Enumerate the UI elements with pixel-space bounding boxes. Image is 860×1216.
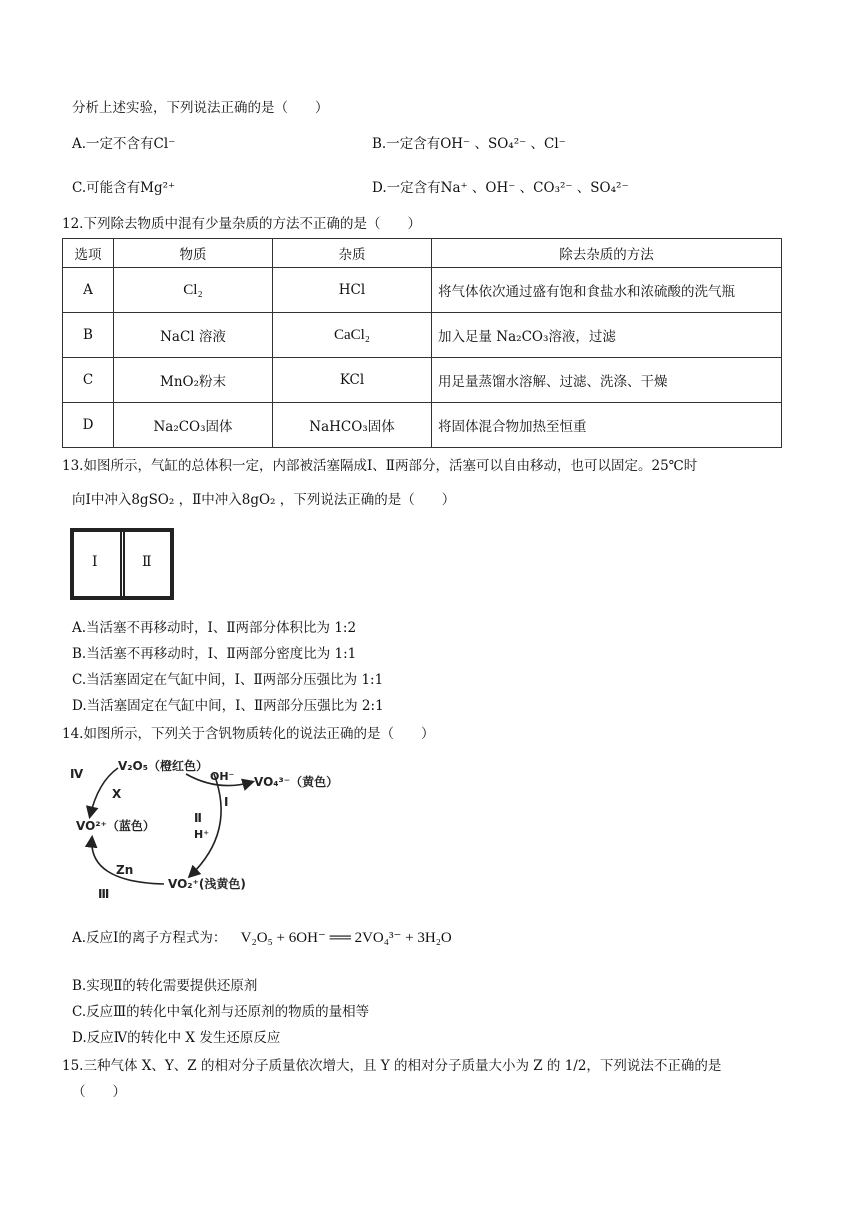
q14-option-a	[72, 928, 452, 948]
q14-stem: 14.如图所示，下列关于含钒物质转化的说法正确的是（ ）	[62, 726, 435, 742]
reaction-1-label: Ⅰ	[224, 795, 229, 809]
q13-option-c: C.当活塞固定在气缸中间，Ⅰ、Ⅱ两部分压强比为 1:1	[72, 672, 384, 688]
cell-option: A	[63, 268, 114, 313]
reagent-zn: Zn	[116, 863, 134, 877]
vo2plus-label: VO²⁺（蓝色）	[76, 819, 155, 833]
chamber-2-label: Ⅱ	[142, 554, 152, 570]
header-cell: 物质	[114, 239, 273, 268]
reagent-oh: OH⁻	[210, 770, 235, 783]
cell-option: C	[63, 358, 114, 403]
table-row	[63, 403, 782, 448]
cell-substance: Cl₂	[114, 268, 273, 313]
reagent-h: H⁺	[194, 828, 210, 841]
q13-option-b: B.当活塞不再移动时，Ⅰ、Ⅱ两部分密度比为 1:1	[72, 646, 357, 662]
q14-option-b: B.实现Ⅱ的转化需要提供还原剂	[72, 978, 258, 994]
header-cell: 杂质	[273, 239, 432, 268]
reaction-2-label: Ⅱ	[194, 811, 202, 825]
table-header-row	[63, 239, 782, 268]
arrow-3	[92, 838, 164, 884]
cell-impurity: CaCl₂	[273, 313, 432, 358]
q14-option-c: C.反应Ⅲ的转化中氧化剂与还原剂的物质的量相等	[72, 1004, 370, 1020]
q15-stem-line1: 15.三种气体 X、Y、Z 的相对分子质量依次增大，且 Y 的相对分子质量大小为 Z 的 1/2，下列说法不正确的是	[62, 1058, 722, 1074]
cell-impurity: KCl	[273, 358, 432, 403]
q11-stem: 分析上述实验，下列说法正确的是（ ）	[72, 100, 329, 116]
q11-option-b: B.一定含有OH⁻ 、SO₄²⁻ 、Cl⁻	[372, 136, 566, 152]
cell-method: 用足量蒸馏水溶解、过滤、洗涤、干燥	[432, 358, 782, 403]
cell-impurity: HCl	[273, 268, 432, 313]
q11-option-c: C.可能含有Mg²⁺	[72, 180, 176, 196]
table-row	[63, 358, 782, 403]
reaction-4-label: Ⅳ	[70, 767, 84, 781]
cell-method: 将气体依次通过盛有饱和食盐水和浓硫酸的洗气瓶	[432, 268, 782, 313]
q15-stem-line2: （ ）	[72, 1084, 126, 1100]
reagent-x: X	[112, 787, 122, 801]
cell-substance: Na₂CO₃固体	[114, 403, 273, 448]
q12-table	[62, 238, 782, 448]
v2o5-label: V₂O₅（橙红色）	[118, 759, 209, 773]
q11-option-a: A.一定不含有Cl⁻	[72, 136, 176, 152]
cell-option: D	[63, 403, 114, 448]
piston	[120, 532, 125, 596]
q11-option-d: D.一定含有Na⁺ 、OH⁻ 、CO₃²⁻ 、SO₄²⁻	[372, 180, 629, 196]
header-cell: 选项	[63, 239, 114, 268]
q13-option-a: A.当活塞不再移动时，Ⅰ、Ⅱ两部分体积比为 1:2	[72, 620, 357, 636]
cell-substance: NaCl 溶液	[114, 313, 273, 358]
cell-impurity: NaHCO₃固体	[273, 403, 432, 448]
chamber-1-label: Ⅰ	[92, 554, 98, 570]
cell-substance: MnO₂粉末	[114, 358, 273, 403]
header-cell: 除去杂质的方法	[432, 239, 782, 268]
cylinder-figure	[70, 528, 174, 600]
q12-stem: 12.下列除去物质中混有少量杂质的方法不正确的是（ ）	[62, 216, 421, 232]
cell-method: 加入足量 Na₂CO₃溶液，过滤	[432, 313, 782, 358]
table-row	[63, 313, 782, 358]
cell-option: B	[63, 313, 114, 358]
q13-stem-line1: 13.如图所示，气缸的总体积一定，内部被活塞隔成Ⅰ、Ⅱ两部分，活塞可以自由移动，也可以固定。25℃时	[62, 458, 698, 474]
vo2-label: VO₂⁺(浅黄色)	[168, 877, 246, 891]
reaction-3-label: Ⅲ	[98, 887, 110, 901]
q13-option-d: D.当活塞固定在气缸中间，Ⅰ、Ⅱ两部分压强比为 2:1	[72, 698, 384, 714]
q13-stem-line2: 向Ⅰ中冲入8gSO₂ ，Ⅱ中冲入8gO₂ ，下列说法正确的是（ ）	[72, 492, 456, 508]
q14-equation: V₂O₅ + 6OH⁻ ══ 2VO₄³⁻ + 3H₂O	[240, 930, 452, 946]
vo4-label: VO₄³⁻（黄色）	[254, 775, 338, 789]
q14-option-d: D.反应Ⅳ的转化中 X 发生还原反应	[72, 1030, 281, 1046]
arrow-2	[190, 774, 221, 876]
q14-option-a-prefix: A.反应Ⅰ的离子方程式为：	[72, 930, 227, 946]
table-row	[63, 268, 782, 313]
cell-method: 将固体混合物加热至恒重	[432, 403, 782, 448]
vanadium-cycle-diagram	[68, 752, 338, 902]
